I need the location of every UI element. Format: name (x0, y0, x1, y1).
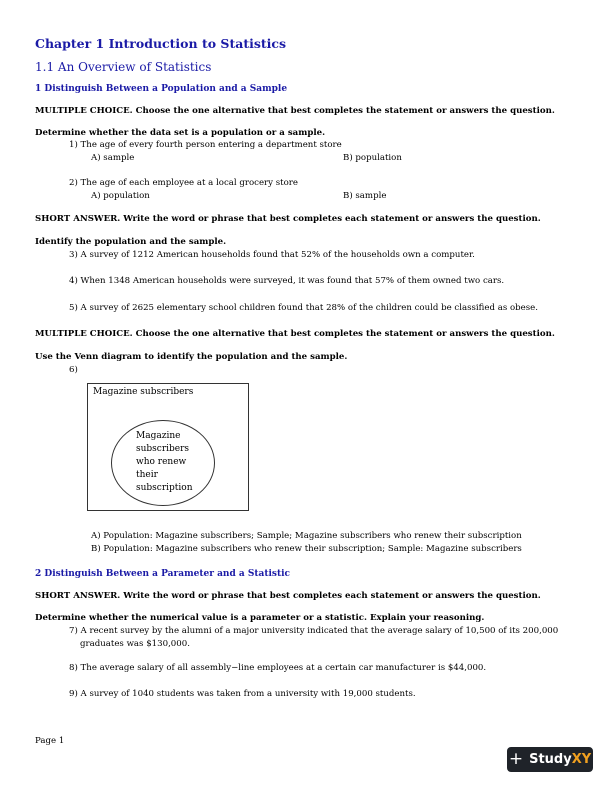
brand-name-part: Study (529, 752, 572, 767)
mc-instruction-2: MULTIPLE CHOICE. Choose the one alternative that best completes the statement or answers the question. (35, 329, 555, 339)
brand-name (529, 752, 591, 767)
directions-identify: Identify the population and the sample. (35, 237, 227, 247)
question-2: 2) The age of each employee at a local grocery store (69, 178, 298, 188)
studyxy-logo (507, 747, 593, 772)
question-4: 4) When 1348 American households were surveyed, it was found that 57% of them owned two cars. (69, 276, 505, 286)
question-7-line-1: 7) A recent survey by the alumni of a major university indicated that the average salary of 10,500 of its 200,000 (69, 626, 559, 636)
venn-inner-circle (111, 420, 215, 506)
section-title: 1.1 An Overview of Statistics (35, 60, 212, 74)
directions-parameter: Determine whether the numerical value is a parameter or a statistic. Explain your reasoning. (35, 613, 485, 623)
sa-instruction: SHORT ANSWER. Write the word or phrase that best completes each statement or answers the question. (35, 214, 541, 224)
objective-heading-1: 1 Distinguish Between a Population and a Sample (35, 84, 288, 94)
mc-instruction: MULTIPLE CHOICE. Choose the one alternative that best completes the statement or answers the question. (35, 106, 555, 116)
page-number: Page 1 (35, 736, 65, 746)
q6-choice-a: A) Population: Magazine subscribers; Sample; Magazine subscribers who renew their subscription (91, 531, 522, 541)
venn-inner-line: Magazine (136, 431, 181, 441)
venn-inner-line: subscribers (136, 444, 190, 454)
plus-icon: + (508, 749, 524, 769)
q2-choice-b: B) sample (343, 191, 387, 201)
venn-outer-label: Magazine subscribers (93, 387, 194, 397)
objective-heading-2: 2 Distinguish Between a Parameter and a Statistic (35, 569, 291, 579)
question-6-number: 6) (69, 365, 78, 375)
brand-name-accent: XY (571, 752, 592, 767)
question-1: 1) The age of every fourth person entering a department store (69, 140, 342, 150)
venn-inner-line: their (136, 470, 158, 480)
question-9: 9) A survey of 1040 students was taken from a university with 19,000 students. (69, 689, 416, 699)
question-7-line-2: graduates was $130,000. (80, 639, 190, 649)
q2-choice-a: A) population (91, 191, 150, 201)
venn-inner-line: who renew (136, 457, 187, 467)
q1-choice-a: A) sample (91, 153, 135, 163)
q1-choice-b: B) population (343, 153, 402, 163)
question-5: 5) A survey of 2625 elementary school children found that 28% of the children could be classified as obese. (69, 303, 538, 313)
directions-venn: Use the Venn diagram to identify the population and the sample. (35, 352, 348, 362)
venn-inner-label (136, 430, 193, 495)
sa-instruction-2: SHORT ANSWER. Write the word or phrase that best completes each statement or answers the question. (35, 591, 541, 601)
q6-choice-b: B) Population: Magazine subscribers who renew their subscription; Sample: Magazine subscribers (91, 544, 522, 554)
venn-diagram (87, 383, 249, 511)
venn-inner-line: subscription (136, 483, 193, 493)
chapter-title: Chapter 1 Introduction to Statistics (35, 36, 287, 51)
question-3: 3) A survey of 1212 American households found that 52% of the households own a computer. (69, 250, 475, 260)
directions-population-sample: Determine whether the data set is a population or a sample. (35, 128, 326, 138)
question-8: 8) The average salary of all assembly−line employees at a certain car manufacturer is $44,000. (69, 663, 487, 673)
